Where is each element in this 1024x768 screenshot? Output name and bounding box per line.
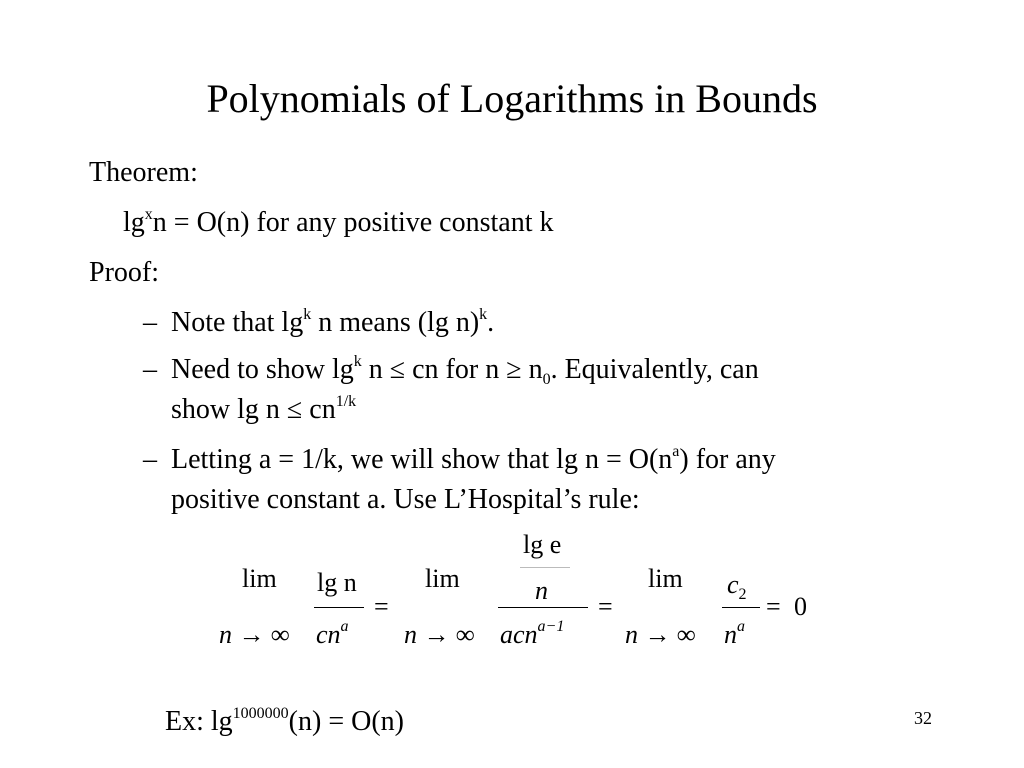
b2-line2-text: show lg n ≤ cn [171,394,336,425]
fraction-3-bar [722,607,760,608]
b2-exp1: k [353,353,362,370]
example-text-b: (n) = O(n) [288,706,404,737]
f1-den-exp: a [340,618,349,635]
b1-text-c: . [487,307,495,338]
page-number: 32 [914,708,932,728]
b2-text-a: Need to show lg [171,354,354,385]
equals-3: = [766,592,781,621]
proof-bullet-3-line-1 [171,442,776,478]
lim-2-subscript: n → ∞ [404,620,475,649]
lim-3: lim [648,564,683,593]
fraction-2-numerator: n [535,576,548,605]
proof-bullet-1 [171,305,494,341]
b1-text-a: Note that lg [171,307,304,338]
lim-2: lim [425,564,460,593]
b2-sub: 0 [542,371,551,388]
b2-text-c: . Equivalently, can [550,354,759,385]
fraction-3-numerator [727,570,747,603]
theorem-exponent: x [144,206,153,223]
proof-heading: Proof: [89,257,159,288]
proof-bullet-2-line-2 [171,392,356,428]
f2-den-base: acn [500,620,538,649]
b3-text-a: Letting a = 1/k, we will show that lg n = O(n [171,444,673,475]
formula-result: 0 [794,592,807,621]
fraction-1-bar [314,607,364,608]
fraction-2-top: lg e [523,530,562,559]
proof-bullet-3-line-2: positive constant a. Use L’Hospital’s rule: [171,484,640,515]
equals-2: = [598,592,613,621]
example-text-a: Ex: lg [165,706,233,737]
fraction-2-denominator [500,620,564,650]
fraction-2-top-bar [520,567,570,568]
equals-1: = [374,592,389,621]
b1-exp1: k [303,306,312,323]
theorem-heading: Theorem: [89,157,198,188]
theorem-statement [123,205,554,241]
example-exponent: 1000000 [232,705,289,722]
b1-text-b: n means (lg n) [311,307,480,338]
f1-den-base: cn [316,620,341,649]
lim-1-subscript: n → ∞ [219,620,290,649]
bullet-dash-3: – [143,444,157,475]
bullet-dash-1: – [143,307,157,338]
example-line [165,704,404,740]
lim-3-subscript: n → ∞ [625,620,696,649]
b2-exp2: 1/k [335,393,357,410]
b1-exp2: k [479,306,488,323]
b3-exp: a [672,443,680,460]
fraction-2-bar [498,607,588,608]
slide-title: Polynomials of Logarithms in Bounds [206,76,818,121]
f3-den-base: n [724,620,737,649]
b3-text-b: ) for any [679,444,776,475]
bullet-dash-2: – [143,354,157,385]
proof-bullet-2-line-1 [171,352,759,388]
f3-den-exp: a [737,618,745,635]
fraction-3-denominator [724,620,745,650]
f3-num-sub: 2 [738,586,747,603]
lim-1: lim [242,564,277,593]
fraction-1-denominator [316,620,349,650]
fraction-1-numerator: lg n [317,568,357,597]
f3-num-base: c [727,570,739,599]
b2-text-b: n ≤ cn for n ≥ n [361,354,543,385]
theorem-lg: lg [123,207,145,238]
f2-den-exp: a−1 [537,618,565,635]
theorem-rest: n = O(n) for any positive constant k [152,207,554,238]
